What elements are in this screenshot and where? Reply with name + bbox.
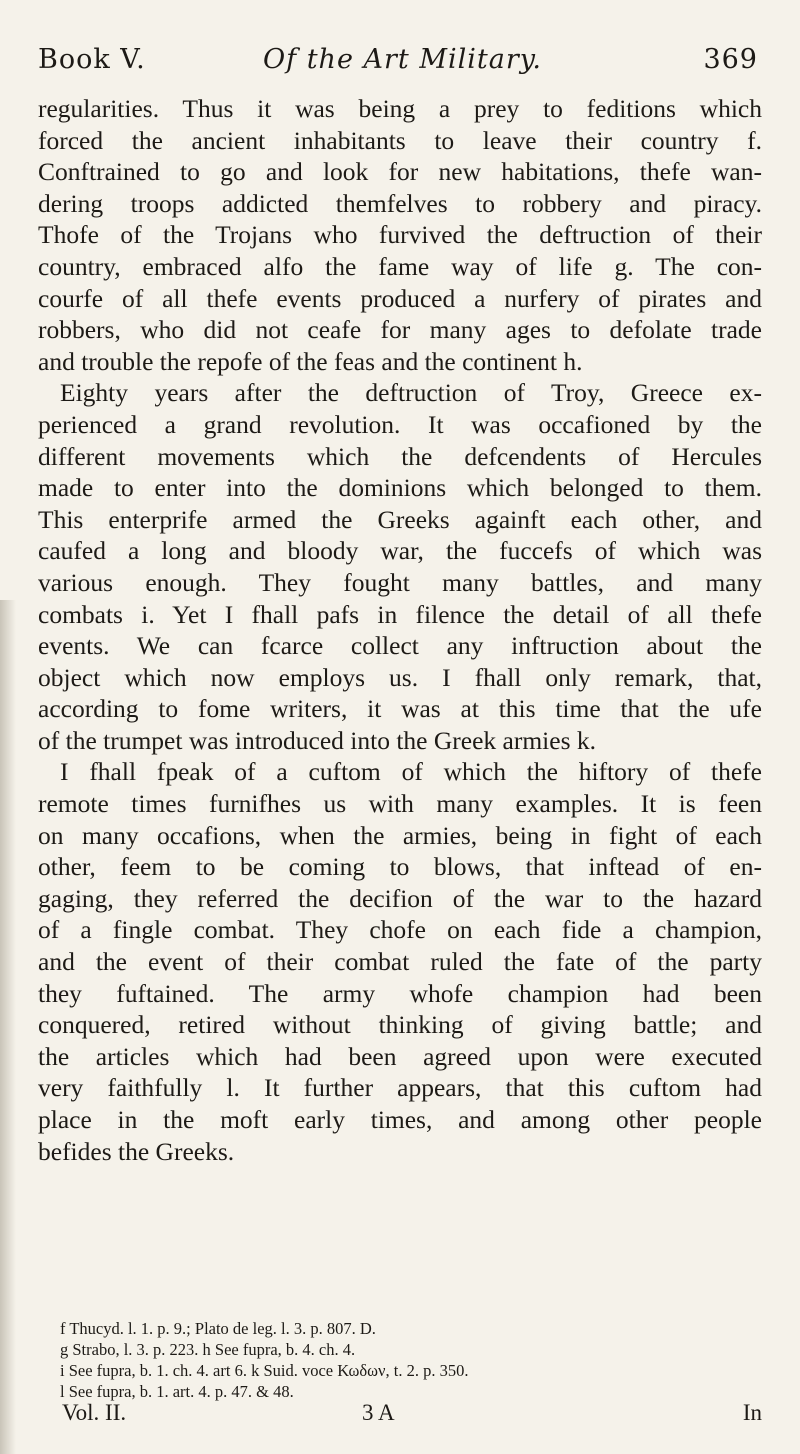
text-line: object which now employs us. I fhall only remark, that, [38, 662, 762, 692]
signature-line [62, 1400, 762, 1432]
footnote: g Strabo, l. 3. p. 223. h See fupra, b. 4. ch. 4. [60, 1340, 356, 1359]
text-line: remote times furnifhes us with many examples. It is feen [38, 789, 762, 819]
text-line: made to enter into the dominions which belonged to them. [38, 473, 762, 503]
footnote: l See fupra, b. 1. art. 4. p. 47. & 48. [60, 1382, 294, 1401]
page-number: 369 [703, 44, 758, 75]
text-line: and trouble the repofe of the feas and the continent h. [38, 346, 583, 376]
gutter-shadow [0, 600, 16, 1454]
text-line: place in the moft early times, and among other people [38, 1105, 762, 1134]
text-line: caufed a long and bloody war, the fuccefs of which was [38, 536, 762, 566]
footnote: f Thucyd. l. 1. p. 9.; Plato de leg. l. 3. p. 807. D. [60, 1319, 376, 1338]
text-line: Thofe of the Trojans who furvived the deftruction of their [38, 220, 762, 250]
footnote: i See fupra, b. 1. ch. 4. art 6. k Suid. voce Κωδων, t. 2. p. 350. [60, 1361, 469, 1380]
running-header [38, 44, 758, 84]
text-line: and the event of their combat ruled the fate of the party [38, 947, 762, 977]
body-text [38, 93, 762, 1167]
text-line: perienced a grand revolution. It was occafioned by the [38, 409, 762, 439]
text-line: conquered, retired without thinking of giving battle; and [38, 1010, 762, 1040]
volume-label: Vol. II. [62, 1400, 127, 1425]
signature-mark: 3 A [362, 1400, 395, 1425]
text-line: dering troops addicted themfelves to robbery and piracy. [38, 188, 762, 218]
text-line: Conftrained to go and look for new habitations, thefe wan- [38, 157, 762, 187]
text-line: other, feem to be coming to blows, that inftead of en- [38, 852, 762, 882]
text-line: on many occafions, when the armies, being in fight of each [38, 820, 762, 850]
text-line: forced the ancient inhabitants to leave their country f. [38, 125, 762, 155]
text-line: different movements which the defcendents of Hercules [38, 441, 762, 471]
text-line: Eighty years after the deftruction of Troy, Greece ex- [60, 378, 762, 408]
catchword: In [742, 1400, 762, 1425]
text-line: befides the Greeks. [38, 1136, 235, 1166]
running-title: Of the Art Military. [263, 44, 543, 75]
text-line: very faithfully l. It further appears, that this cuftom had [38, 1073, 762, 1103]
text-line: This enterprife armed the Greeks againft each other, and [38, 504, 762, 534]
text-line: various enough. They fought many battles, and many [38, 567, 762, 597]
text-line: according to fome writers, it was at this time that the ufe [38, 694, 762, 724]
text-line: they fuftained. The army whofe champion had been [38, 978, 762, 1008]
text-line: of the trumpet was introduced into the Greek armies k. [38, 725, 596, 755]
text-line: combats i. Yet I fhall pafs in filence the detail of all thefe [38, 599, 762, 629]
text-line: I fhall fpeak of a cuftom of which the hiftory of thefe [60, 757, 762, 787]
text-line: courfe of all thefe events produced a nurfery of pirates and [38, 283, 762, 313]
text-line: of a fingle combat. They chofe on each fide a champion, [38, 915, 762, 945]
text-line: the articles which had been agreed upon were executed [38, 1041, 762, 1071]
text-line: regularities. Thus it was being a prey to feditions which [38, 94, 762, 123]
footnotes [60, 1318, 760, 1402]
text-line: country, embraced alfo the fame way of life g. The con- [38, 251, 762, 281]
text-line: events. We can fcarce collect any inftruction about the [38, 631, 762, 661]
text-line: gaging, they referred the decifion of the war to the hazard [38, 883, 762, 913]
book-label: Book V. [38, 44, 146, 75]
text-line: robbers, who did not ceafe for many ages to defolate trade [38, 315, 762, 345]
